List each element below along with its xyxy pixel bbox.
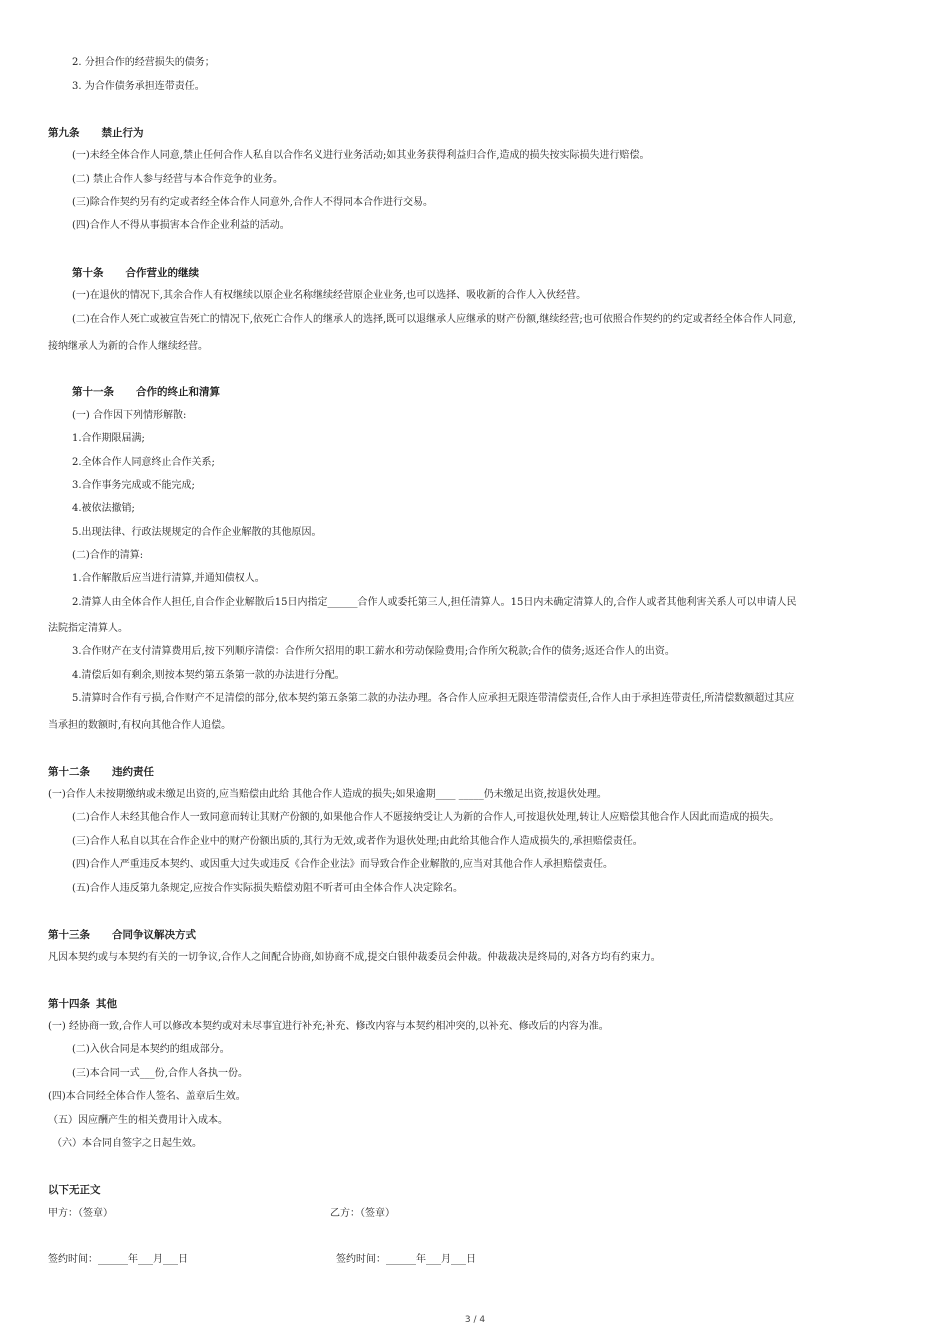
party-a-signature: 甲方：（签章）	[48, 1208, 113, 1219]
list-item: 2.清算人由全体合作人担任,自合作企业解散后15日内指定______合作人或委托第三人,担任清算人。15日内未确定清算人的,合作人或者其他利害关系人可以申请人民	[72, 597, 797, 608]
article-title: 合作营业的继续	[125, 267, 199, 279]
paragraph: （五）因应酬产生的相关费用计入成本。	[48, 1115, 228, 1126]
section-heading	[48, 765, 154, 779]
article-number: 第十条	[72, 267, 104, 279]
paragraph: (二)合作的清算:	[72, 550, 144, 561]
list-item: 1.合作期限届满;	[72, 433, 145, 444]
page-number: 3 / 4	[464, 1315, 486, 1325]
list-item: 3.合作财产在支付清算费用后,按下列顺序清偿：合作所欠招用的职工薪水和劳动保险费用;合作所欠税款;合作的债务;返还合作人的出资。	[72, 646, 675, 657]
paragraph: (一)未经全体合作人同意,禁止任何合作人私自以合作名义进行业务活动;如其业务获得利益归合作,造成的损失按实际损失进行赔偿。	[72, 150, 650, 161]
section-heading	[48, 126, 144, 140]
article-title: 违约责任	[112, 766, 154, 778]
article-number: 第十一条	[72, 386, 114, 398]
paragraph: (四)合作人不得从事损害本合作企业利益的活动。	[72, 220, 290, 231]
list-item: 1.合作解散后应当进行清算,并通知债权人。	[72, 573, 265, 584]
list-item: 法院指定清算人。	[48, 623, 128, 634]
paragraph: (四)本合同经全体合作人签名、盖章后生效。	[48, 1091, 246, 1102]
signing-date-b: 签约时间：______年___月___日	[336, 1254, 476, 1265]
article-number: 第十二条	[48, 766, 90, 778]
paragraph: （六）本合同自签字之日起生效。	[52, 1138, 202, 1149]
section-heading	[72, 385, 220, 399]
list-item: 5.清算时合作有亏损,合作财产不足清偿的部分,依本契约第五条第二款的办法办理。各合作人应承担无限连带清偿责任,合作人由于承担连带责任,所清偿数额超过其应	[72, 693, 795, 704]
paragraph: (二)在合作人死亡或被宣告死亡的情况下,依死亡合作人的继承人的选择,既可以退继承人应继承的财产份额,继续经营;也可依照合作契约的约定或者经全体合作人同意,	[72, 314, 796, 325]
paragraph: (二)入伙合同是本契约的组成部分。	[72, 1044, 230, 1055]
paragraph: (一)合作人未按期缴纳或未缴足出资的,应当赔偿由此给 其他合作人造成的损失;如果逾期____ _____仍未缴足出资,按退伙处理。	[48, 789, 607, 800]
section-heading	[72, 266, 199, 280]
no-more-text-heading: 以下无正文	[48, 1184, 101, 1196]
list-item: 5.出现法律、行政法规规定的合作企业解散的其他原因。	[72, 527, 322, 538]
article-title: 合同争议解决方式	[112, 929, 196, 941]
article-title: 其他	[96, 998, 117, 1010]
article-number: 第十三条	[48, 929, 90, 941]
section-heading	[48, 928, 196, 942]
list-item: 3. 为合作债务承担连带责任。	[72, 81, 205, 92]
signing-date-a: 签约时间：______年___月___日	[48, 1254, 188, 1265]
article-title: 禁止行为	[101, 127, 144, 139]
paragraph: (三)合作人私自以其在合作企业中的财产份额出质的,其行为无效,或者作为退伙处理;由此给其他合作人造成损失的,承担赔偿责任。	[72, 836, 643, 847]
paragraph: (一)在退伙的情况下,其余合作人有权继续以原企业名称继续经营原企业业务,也可以选择、吸收新的合作人入伙经营。	[72, 290, 587, 301]
list-item: 2. 分担合作的经营损失的债务；	[72, 57, 215, 68]
paragraph: (二) 禁止合作人参与经营与本合作竞争的业务。	[72, 174, 283, 185]
article-number: 第九条	[48, 127, 80, 139]
paragraph: 凡因本契约或与本契约有关的一切争议,合作人之间配合协商,如协商不成,提交白银仲裁委员会仲裁。仲裁裁决是终局的,对各方均有约束力。	[48, 952, 661, 963]
paragraph: (三)本合同一式___份,合作人各执一份。	[72, 1068, 248, 1079]
list-item: 2.全体合作人同意终止合作关系;	[72, 457, 215, 468]
article-number: 第十四条	[48, 998, 90, 1010]
paragraph: 接纳继承人为新的合作人继续经营。	[48, 341, 208, 352]
paragraph: (四)合作人严重违反本契约、或因重大过失或违反《合作企业法》而导致合作企业解散的,应当对其他合作人承担赔偿责任。	[72, 859, 613, 870]
list-item: 4.清偿后如有剩余,则按本契约第五条第一款的办法进行分配。	[72, 670, 345, 681]
paragraph: (五)合作人违反第九条规定,应按合作实际损失赔偿劝阻不听者可由全体合作人决定除名。	[72, 883, 463, 894]
section-heading	[48, 997, 117, 1011]
article-title: 合作的终止和清算	[136, 386, 220, 398]
party-b-signature: 乙方：（签章）	[330, 1208, 395, 1219]
paragraph: (一) 合作因下列情形解散:	[72, 410, 187, 421]
paragraph: (二)合作人未经其他合作人一致同意而转让其财产份额的,如果他合作人不愿接纳受让人为新的合作人,可按退伙处理,转让人应赔偿其他合作人因此而造成的损失。	[72, 812, 780, 823]
list-item: 当承担的数额时,有权向其他合作人追偿。	[48, 720, 232, 731]
list-item: 3.合作事务完成或不能完成;	[72, 480, 195, 491]
paragraph: (一) 经协商一致,合作人可以修改本契约或对未尽事宜进行补充;补充、修改内容与本契约相冲突的,以补充、修改后的内容为准。	[48, 1021, 609, 1032]
list-item: 4.被依法撤销;	[72, 503, 135, 514]
paragraph: (三)除合作契约另有约定或者经全体合作人同意外,合作人不得同本合作进行交易。	[72, 197, 433, 208]
